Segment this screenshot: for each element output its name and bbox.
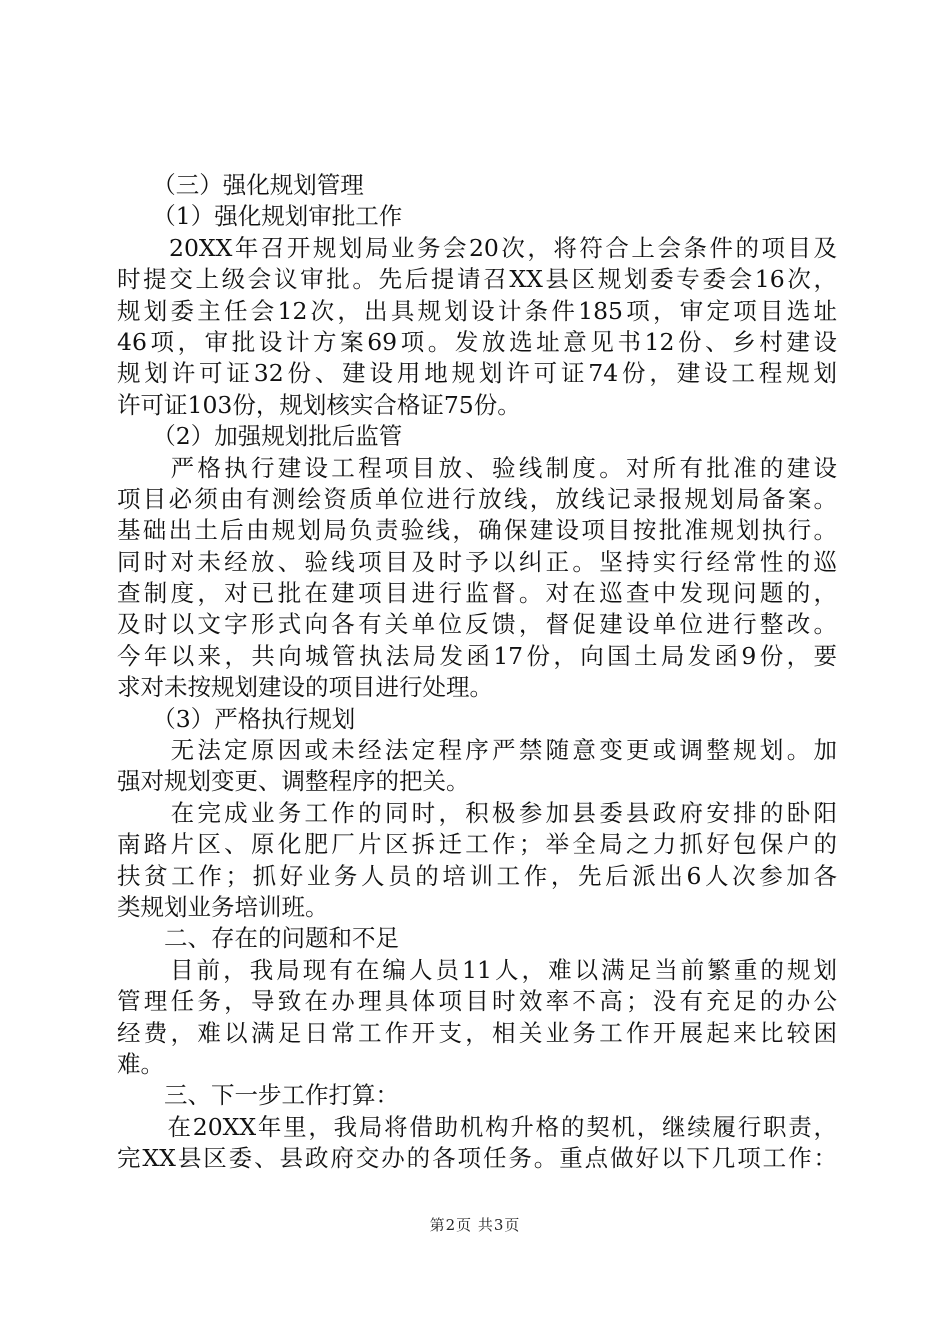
- text-line: 难。: [117, 1049, 164, 1078]
- text-line: 在完成业务工作的同时，积极参加县委县政府安排的卧阳: [117, 798, 837, 827]
- text-line: （3）严格执行规划: [117, 704, 356, 733]
- text-line: 严格执行建设工程项目放、验线制度。对所有批准的建设: [117, 453, 837, 482]
- page-footer: 第2页 共3页: [429, 1216, 521, 1234]
- text-line: 同时对未经放、验线项目及时予以纠正。坚持实行经常性的巡: [117, 547, 837, 576]
- text-line: 三、下一步工作打算：: [117, 1081, 399, 1110]
- text-line: 类规划业务培训班。: [117, 892, 329, 921]
- text-line: 无法定原因或未经法定程序严禁随意变更或调整规划。加: [117, 736, 837, 765]
- text-line: 管理任务，导致在办理具体项目时效率不高；没有充足的办公: [117, 987, 837, 1016]
- text-line: 扶贫工作；抓好业务人员的培训工作，先后派出6人次参加各: [117, 861, 837, 890]
- text-line: 在20XX年里，我局将借助机构升格的契机，继续履行职责，: [117, 1112, 837, 1141]
- text-line: 46项，审批设计方案69项。发放选址意见书12份、乡村建设: [117, 327, 837, 356]
- document-body: [117, 170, 837, 1175]
- text-line: 完XX县区委、县政府交办的各项任务。重点做好以下几项工作：: [117, 1144, 837, 1173]
- text-line: 规划许可证32份、建设用地规划许可证74份，建设工程规划: [117, 359, 837, 388]
- text-line: 时提交上级会议审批。先后提请召XX县区规划委专委会16次，: [117, 265, 837, 294]
- text-line: 项目必须由有测绘资质单位进行放线，放线记录报规划局备案。: [117, 484, 837, 513]
- text-line: （2）加强规划批后监管: [117, 422, 403, 451]
- text-line: 及时以文字形式向各有关单位反馈，督促建设单位进行整改。: [117, 610, 837, 639]
- text-line: 规划委主任会12次，出具规划设计条件185项，审定项目选址: [117, 296, 837, 325]
- text-line: 经费，难以满足日常工作开支，相关业务工作开展起来比较困: [117, 1018, 837, 1047]
- text-line: 二、存在的问题和不足: [117, 924, 399, 953]
- text-line: 目前，我局现有在编人员11人，难以满足当前繁重的规划: [117, 955, 837, 984]
- text-line: （1）强化规划审批工作: [117, 202, 403, 231]
- text-line: 20XX年召开规划局业务会20次，将符合上会条件的项目及: [117, 233, 837, 262]
- text-line: （三）强化规划管理: [117, 171, 364, 199]
- text-line: 许可证103份，规划核实合格证75份。: [117, 390, 521, 419]
- text-line: 今年以来，共向城管执法局发函17份，向国土局发函9份，要: [117, 641, 837, 670]
- text-line: 求对未按规划建设的项目进行处理。: [117, 673, 493, 702]
- text-line: 南路片区、原化肥厂片区拆迁工作；举全局之力抓好包保户的: [117, 830, 837, 859]
- text-line: 强对规划变更、调整程序的把关。: [117, 767, 470, 796]
- text-line: 基础出土后由规划局负责验线，确保建设项目按批准规划执行。: [117, 516, 837, 545]
- text-line: 查制度，对已批在建项目进行监督。对在巡查中发现问题的，: [117, 579, 837, 608]
